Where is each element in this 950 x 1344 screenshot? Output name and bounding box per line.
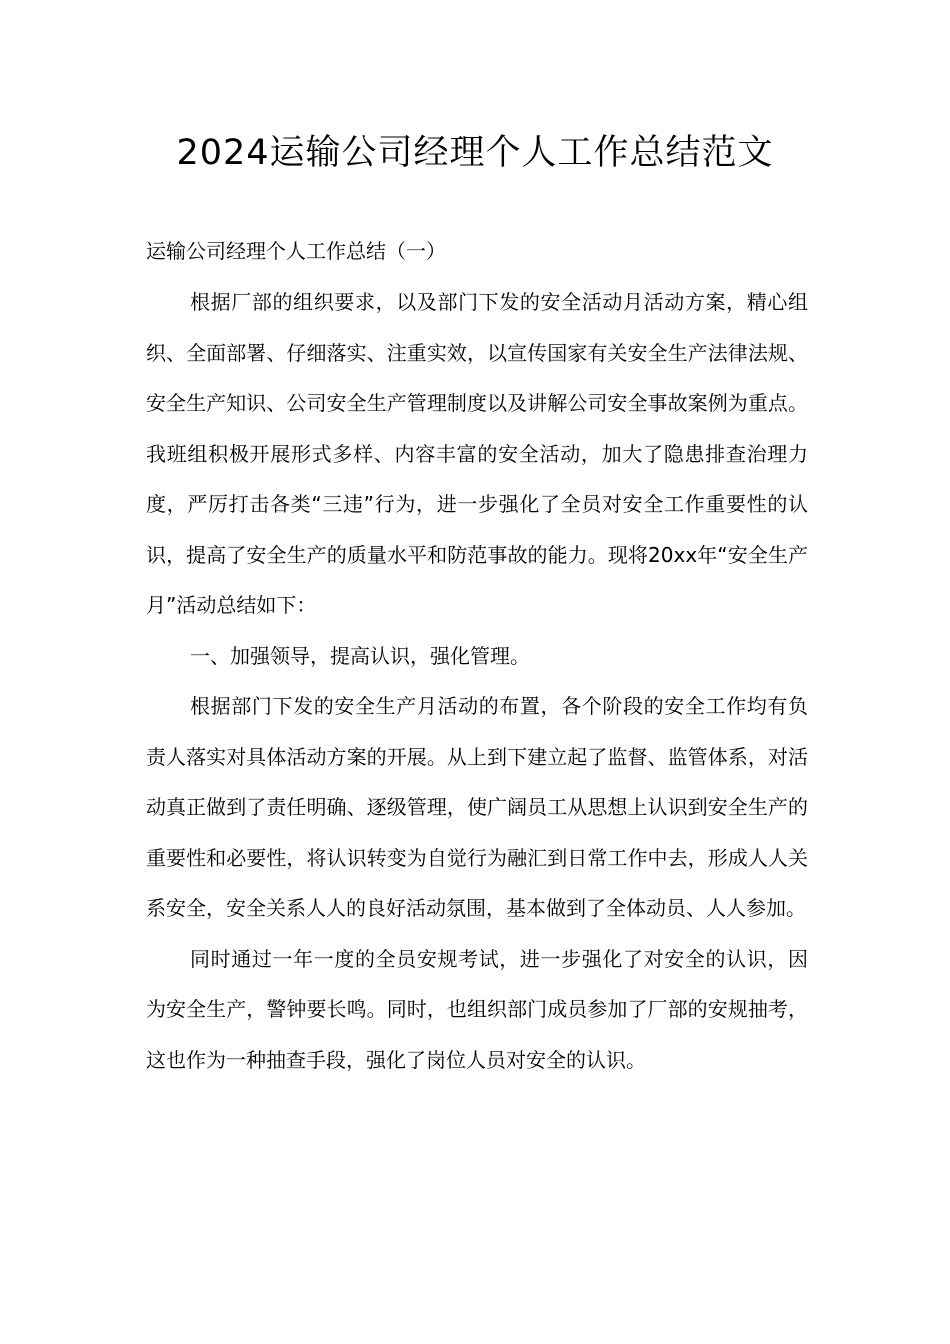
document-body (146, 225, 808, 1085)
section-subtitle: 运输公司经理个人工作总结（一） (146, 239, 446, 263)
paragraph-heading-1: 一、加强领导，提高认识，强化管理。 (190, 643, 530, 668)
paragraph-exam: 同时通过一年一度的全员安规考试，进一步强化了对安全的认识，因为安全生产，警钟要长鸣。同时，也组织部门成员参加了厂部的安规抽考，这也作为一种抽查手段，强化了岗位人员对安全的认识。 (146, 946, 808, 1072)
paragraph-intro: 根据厂部的组织要求，以及部门下发的安全活动月活动方案，精心组织、全面部署、仔细落实、注重实效，以宣传国家有关安全生产法律法规、安全生产知识、公司安全生产管理制度以及讲解公司安全事故案例为重点。我班组积极开展形式多样、内容丰富的安全活动，加大了隐患排查治理力度，严厉打击各类“三违”行为，进一步强化了全员对安全工作重要性的认识，提高了安全生产的质量水平和防范事故的能力。现将20xx年“安全生产月”活动总结如下： (146, 290, 808, 617)
document-title: 2024运输公司经理个人工作总结范文 (176, 133, 774, 173)
paragraph-leadership: 根据部门下发的安全生产月活动的布置，各个阶段的安全工作均有负责人落实对具体活动方案的开展。从上到下建立起了监督、监管体系，对活动真正做到了责任明确、逐级管理，使广阔员工从思想上认识到安全生产的重要性和必要性，将认识转变为自觉行为融汇到日常工作中去，形成人人关系安全，安全关系人人的良好活动氛围，基本做到了全体动员、人人参加。 (146, 694, 808, 920)
